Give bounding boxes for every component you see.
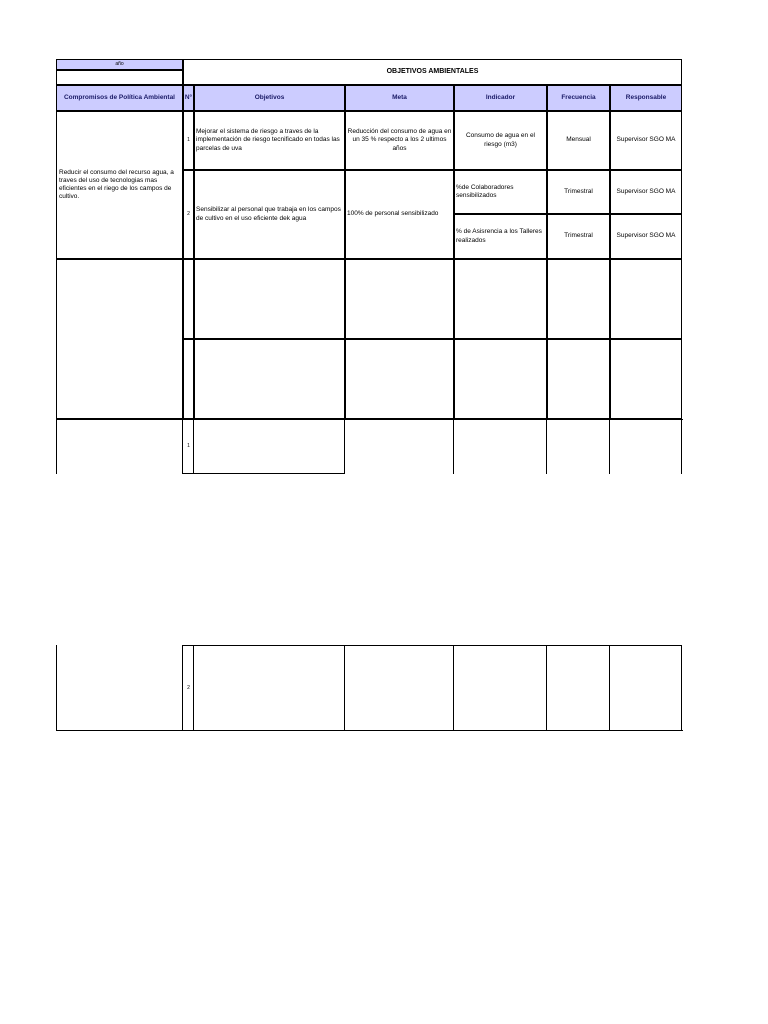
- responsable-cell: [610, 339, 682, 419]
- column-divider: [681, 419, 682, 474]
- row-divider: [183, 473, 345, 474]
- col-indicador: [454, 85, 547, 111]
- meta-cell: [345, 259, 454, 339]
- col-responsable: [610, 85, 682, 111]
- indicador-cell: [454, 170, 547, 214]
- frecuencia-text: Mensual: [566, 136, 591, 144]
- indicador-cell: [454, 259, 547, 339]
- col-indicador-text: Indicador: [485, 93, 516, 101]
- meta-cell: [345, 111, 454, 170]
- row-number: [183, 419, 194, 474]
- indicador-cell: [454, 339, 547, 419]
- main-title: [183, 59, 682, 85]
- anio-value-cell: [56, 70, 183, 85]
- column-divider: [546, 419, 547, 474]
- row-number-text: 1: [187, 443, 190, 450]
- frecuencia-cell: [547, 170, 610, 214]
- frecuencia-cell: [547, 259, 610, 339]
- frecuencia-cell: [547, 214, 610, 259]
- indicador-text: Consumo de agua en el riesgo (m3): [465, 132, 536, 148]
- meta-cell: [345, 339, 454, 419]
- row-number: [183, 170, 194, 259]
- responsable-text: Supervisor SGO MA: [616, 187, 676, 195]
- column-divider: [546, 645, 547, 731]
- col-objetivos: [194, 85, 345, 111]
- responsable-cell: [610, 111, 682, 170]
- indicador-cell: [454, 214, 547, 259]
- column-divider: [56, 419, 57, 474]
- indicador-text: % de Asisrencia a los Talleres realizados: [456, 228, 542, 244]
- objetivo-cell: [194, 339, 345, 419]
- row-divider: [56, 419, 683, 420]
- row-number: [183, 259, 194, 339]
- row-number: [183, 111, 194, 170]
- column-divider: [344, 645, 345, 731]
- compromiso-cell-2: [56, 259, 183, 419]
- col-numero: [183, 85, 194, 111]
- meta-text: 100% de personal sensibilizado: [347, 210, 439, 218]
- row-divider: [183, 645, 682, 646]
- objetivo-cell: [194, 170, 345, 259]
- column-divider: [681, 645, 682, 731]
- col-responsable-text: Responsable: [625, 93, 667, 101]
- column-divider: [453, 419, 454, 474]
- responsable-cell: [610, 259, 682, 339]
- anio-label: [56, 59, 183, 70]
- row-number: [183, 645, 194, 731]
- meta-text: Reducción del consumo de agua en un 35 % respecto a los 2 ultimos años: [347, 128, 452, 152]
- responsable-cell: [610, 170, 682, 214]
- frecuencia-text: Trimestral: [564, 232, 593, 240]
- row-number: [183, 339, 194, 419]
- responsable-text: Supervisor SGO MA: [616, 136, 676, 144]
- row-number-text: 2: [187, 684, 190, 691]
- frecuencia-text: Trimestral: [564, 187, 593, 195]
- col-numero-text: N°: [184, 93, 193, 101]
- compromiso-cell-1: [56, 111, 183, 259]
- objetivo-text: Sensibilizar al personal que trabaja en los campos de cultivo en el uso eficiente dek agua: [196, 206, 341, 222]
- row-number-text: 1: [187, 137, 190, 144]
- column-divider: [344, 419, 345, 474]
- meta-cell: [345, 170, 454, 259]
- main-title-text: OBJETIVOS AMBIENTALES: [386, 67, 479, 75]
- compromiso-text-1: Reducir el consumo del recurso agua, a traves del uso de tecnologias mas eficientes en el riego de los campos de cultivo.: [59, 168, 174, 201]
- col-meta-text: Meta: [392, 93, 407, 101]
- column-divider: [609, 645, 610, 731]
- anio-label-text: año: [115, 61, 124, 68]
- row-number-text: 2: [187, 211, 190, 218]
- frecuencia-cell: [547, 339, 610, 419]
- col-compromisos: [56, 85, 183, 111]
- responsable-text: Supervisor SGO MA: [616, 232, 676, 240]
- objetivo-cell: [194, 111, 345, 170]
- column-divider: [453, 645, 454, 731]
- row-divider: [56, 730, 683, 731]
- col-objetivos-text: Objetivos: [254, 93, 285, 101]
- col-compromisos-text: Compromisos de Política Ambiental: [63, 93, 175, 101]
- objetivo-text: Mejorar el sistema de riesgo a traves de la implementación de riesgo tecnificado en todas las parcelas de uva: [196, 128, 340, 152]
- col-frecuencia: [547, 85, 610, 111]
- column-divider: [56, 645, 57, 731]
- frecuencia-cell: [547, 111, 610, 170]
- indicador-text: %de Colaboradores sensibilizados: [456, 183, 514, 199]
- column-divider: [609, 419, 610, 474]
- indicador-cell: [454, 111, 547, 170]
- col-meta: [345, 85, 454, 111]
- col-frecuencia-text: Frecuencia: [561, 93, 596, 101]
- objetivo-cell: [194, 259, 345, 339]
- responsable-cell: [610, 214, 682, 259]
